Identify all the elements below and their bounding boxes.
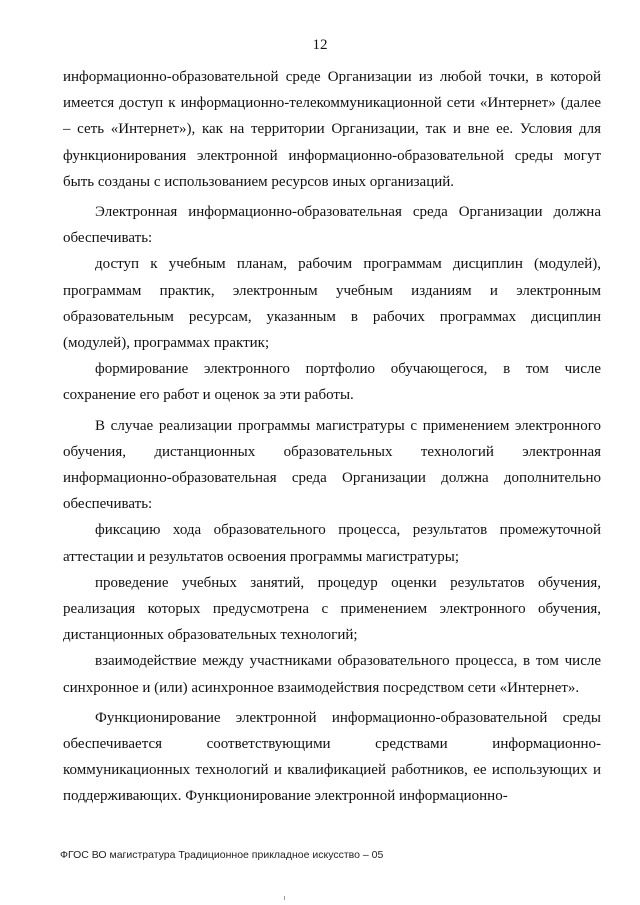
body-text [63,64,601,810]
paragraph-6: фиксацию хода образовательного процесса, результатов промежуточной аттестации и результатов освоения программы магистратуры; [63,522,601,565]
paragraph-4: формирование электронного портфолио обучающегося, в том числе сохранение его работ и оценок за эти работы. [63,361,601,404]
paragraph-9: Функционирование электронной информационно-образовательной среды обеспечивается соответствующими средствами информационно-коммуникационных технологий и квалификацией работников, ее использующих и поддерживающих. Функционирование электронной информационно- [63,709,601,805]
scan-speck [284,896,285,900]
paragraph-3: доступ к учебным планам, рабочим программам дисциплин (модулей), программам практик, электронным учебным изданиям и электронным образовательным ресурсам, указанным в рабочих программах дисциплин (модулей), программах практик; [63,256,601,352]
page-number: 12 [312,37,328,53]
paragraph-2: Электронная информационно-образовательная среда Организации должна обеспечивать: [63,204,601,247]
paragraph-8: взаимодействие между участниками образовательного процесса, в том числе синхронное и (или) асинхронное взаимодействия посредством сети «Интернет». [63,653,601,696]
paragraph-7: проведение учебных занятий, процедур оценки результатов обучения, реализация которых предусмотрена с применением электронного обучения, дистанционных образовательных технологий; [63,574,601,644]
paragraph-5: В случае реализации программы магистратуры с применением электронного обучения, дистанционных образовательных технологий электронная информационно-образовательная среда Организации должна дополнительно обеспечивать: [63,417,601,513]
document-footer: ФГОС ВО магистратура Традиционное прикладное искусство – 05 [60,849,384,861]
paragraph-1: информационно-образовательной среде Организации из любой точки, в которой имеется доступ к информационно-телекоммуникационной сети «Интернет» (далее – сеть «Интернет»), как на территории Организации, так и вне ее. Условия для функционирования электронной информационно-образовательной среды могут быть созданы с использованием ресурсов иных организаций. [63,69,601,190]
